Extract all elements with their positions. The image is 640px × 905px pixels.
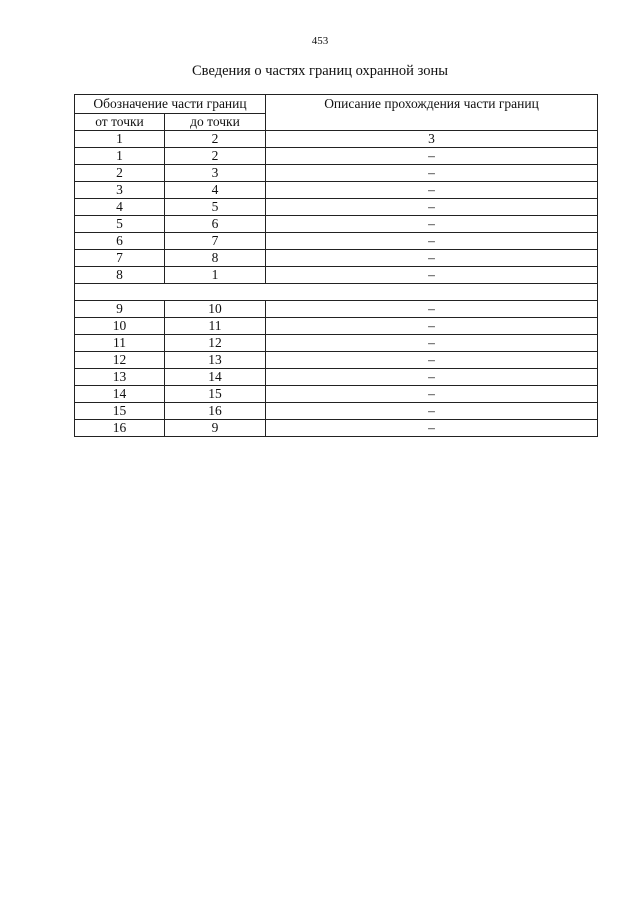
description-cell: – [266, 165, 598, 182]
from-cell: 6 [75, 233, 165, 250]
description-cell: – [266, 216, 598, 233]
table-row [75, 233, 598, 250]
table-header [75, 95, 598, 148]
page-number: 453 [311, 35, 329, 47]
to-cell: 2 [165, 148, 266, 165]
description-cell: – [266, 318, 598, 335]
to-cell: 4 [165, 182, 266, 199]
from-cell: 7 [75, 250, 165, 267]
from-cell: 1 [75, 148, 165, 165]
header-from-point: от точки [75, 114, 165, 131]
to-cell: 9 [165, 420, 266, 437]
table-row [75, 335, 598, 352]
description-cell: – [266, 386, 598, 403]
to-cell: 3 [165, 165, 266, 182]
table-row [75, 369, 598, 386]
table-row [75, 267, 598, 284]
header-boundary-designation: Обозначение части границ [75, 95, 266, 114]
to-cell: 12 [165, 335, 266, 352]
description-cell: – [266, 148, 598, 165]
document-title: Сведения о частях границ охранной зоны [192, 63, 448, 79]
from-cell: 12 [75, 352, 165, 369]
table-row [75, 403, 598, 420]
from-cell: 9 [75, 301, 165, 318]
description-cell: – [266, 199, 598, 216]
from-cell: 8 [75, 267, 165, 284]
to-cell: 7 [165, 233, 266, 250]
table-row [75, 352, 598, 369]
from-cell: 3 [75, 182, 165, 199]
to-cell: 11 [165, 318, 266, 335]
column-index-row [75, 131, 598, 148]
to-cell: 5 [165, 199, 266, 216]
description-cell: – [266, 403, 598, 420]
from-cell: 15 [75, 403, 165, 420]
table-row [75, 250, 598, 267]
section-1-rows [75, 148, 598, 301]
table-row [75, 148, 598, 165]
column-index-cell: 1 [75, 131, 165, 148]
to-cell: 15 [165, 386, 266, 403]
description-cell: – [266, 267, 598, 284]
to-cell: 14 [165, 369, 266, 386]
table-row [75, 182, 598, 199]
table-row [75, 216, 598, 233]
description-cell: – [266, 182, 598, 199]
column-index-cell: 3 [266, 131, 598, 148]
from-cell: 5 [75, 216, 165, 233]
table-row [75, 420, 598, 437]
from-cell: 16 [75, 420, 165, 437]
column-index-cell: 2 [165, 131, 266, 148]
from-cell: 4 [75, 199, 165, 216]
description-cell: – [266, 335, 598, 352]
header-description: Описание прохождения части границ [266, 95, 598, 131]
section-spacer [75, 284, 598, 301]
description-cell: – [266, 250, 598, 267]
description-cell: – [266, 420, 598, 437]
table-row [75, 318, 598, 335]
description-cell: – [266, 352, 598, 369]
table-row [75, 165, 598, 182]
table-row [75, 386, 598, 403]
from-cell: 14 [75, 386, 165, 403]
to-cell: 6 [165, 216, 266, 233]
header-to-point: до точки [165, 114, 266, 131]
section-2-rows [75, 301, 598, 437]
description-cell: – [266, 301, 598, 318]
from-cell: 10 [75, 318, 165, 335]
from-cell: 13 [75, 369, 165, 386]
to-cell: 1 [165, 267, 266, 284]
to-cell: 10 [165, 301, 266, 318]
from-cell: 11 [75, 335, 165, 352]
table-row [75, 199, 598, 216]
table-row [75, 301, 598, 318]
from-cell: 2 [75, 165, 165, 182]
description-cell: – [266, 369, 598, 386]
to-cell: 16 [165, 403, 266, 420]
boundary-parts-table [74, 94, 598, 437]
description-cell: – [266, 233, 598, 250]
to-cell: 13 [165, 352, 266, 369]
section-spacer-row [75, 284, 598, 301]
to-cell: 8 [165, 250, 266, 267]
